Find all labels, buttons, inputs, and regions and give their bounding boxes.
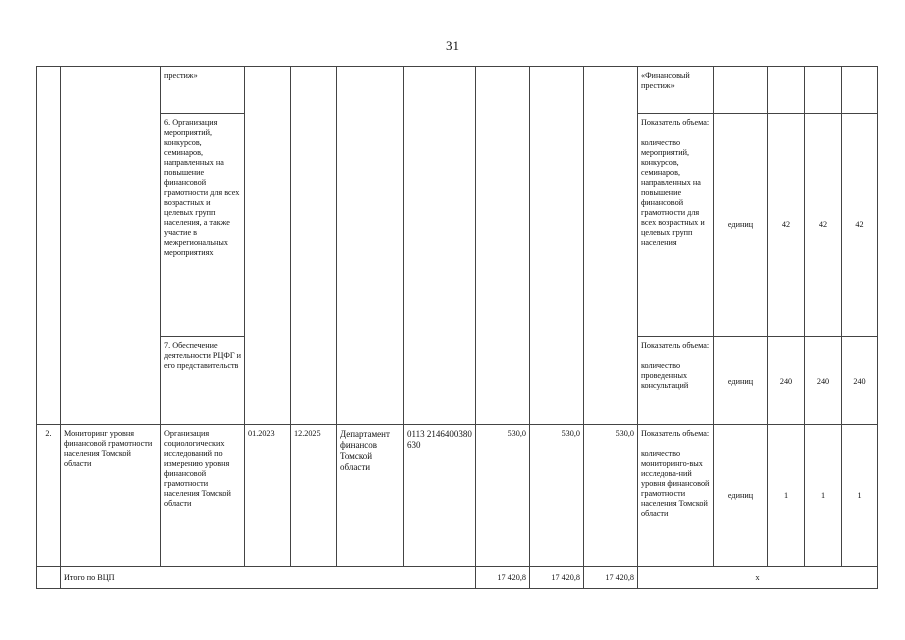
end-date-cell: 12.2025 <box>291 425 337 567</box>
row-number-cell <box>37 67 61 425</box>
total-label: Итого по ВЦП <box>61 567 476 589</box>
indicator-cell: Показатель объема: количество мониторинго-вых исследова-ний уровня финансовой грамотности населения Томской области <box>638 425 714 567</box>
total-year3: 17 420,8 <box>584 567 638 589</box>
table-row <box>37 425 878 567</box>
unit-cell: единиц <box>714 337 768 425</box>
start-date-cell <box>245 67 291 425</box>
unit-cell: единиц <box>714 114 768 337</box>
budget-code-cell: 0113 2146400380 630 <box>404 425 476 567</box>
total-mark: х <box>638 567 878 589</box>
unit-cell <box>714 67 768 114</box>
task-cell <box>61 67 161 425</box>
indicator-year1-cell: 240 <box>768 337 805 425</box>
activity-cell: престиж» <box>161 67 245 114</box>
indicator-year3-cell: 1 <box>842 425 878 567</box>
indicator-year3-cell: 42 <box>842 114 878 337</box>
indicator-year3-cell <box>842 67 878 114</box>
indicator-year1-cell <box>768 67 805 114</box>
funding-year2-cell: 530,0 <box>530 425 584 567</box>
funding-year3-cell: 530,0 <box>584 425 638 567</box>
indicator-year2-cell: 1 <box>805 425 842 567</box>
task-cell: Мониторинг уровня финансовой грамотности населения Томской области <box>61 425 161 567</box>
funding-year3-cell <box>584 67 638 425</box>
unit-cell: единиц <box>714 425 768 567</box>
indicator-year2-cell: 240 <box>805 337 842 425</box>
start-date-cell: 01.2023 <box>245 425 291 567</box>
end-date-cell <box>291 67 337 425</box>
program-table <box>36 66 878 589</box>
indicator-year2-cell <box>805 67 842 114</box>
budget-code-cell <box>404 67 476 425</box>
executor-cell <box>337 67 404 425</box>
executor-cell: Департамент финансов Томской области <box>337 425 404 567</box>
page-number: 31 <box>446 38 459 53</box>
funding-year2-cell <box>530 67 584 425</box>
total-year2: 17 420,8 <box>530 567 584 589</box>
indicator-year1-cell: 1 <box>768 425 805 567</box>
total-row <box>37 567 878 589</box>
indicator-year1-cell: 42 <box>768 114 805 337</box>
activity-cell: Организация социологических исследований по измерению уровня финансовой грамотности населения Томской области <box>161 425 245 567</box>
funding-year1-cell <box>476 67 530 425</box>
activity-cell: 6. Организация мероприятий, конкурсов, семинаров, направленных на повышение финансовой грамотности для всех возрастных и целевых групп населения, а также участие в межрегиональных мероприятиях <box>161 114 245 337</box>
activity-cell: 7. Обеспечение деятельности РЦФГ и его представительств <box>161 337 245 425</box>
table-row <box>37 67 878 114</box>
indicator-year3-cell: 240 <box>842 337 878 425</box>
indicator-cell: «Финансовый престиж» <box>638 67 714 114</box>
row-number-cell <box>37 567 61 589</box>
funding-year1-cell: 530,0 <box>476 425 530 567</box>
indicator-cell: Показатель объема: количество проведенных консультаций <box>638 337 714 425</box>
total-year1: 17 420,8 <box>476 567 530 589</box>
indicator-year2-cell: 42 <box>805 114 842 337</box>
row-number-cell: 2. <box>37 425 61 567</box>
indicator-cell: Показатель объема: количество мероприятий, конкурсов, семинаров, направленных на повышение финансовой грамотности для всех возрастных и целевых групп населения <box>638 114 714 337</box>
